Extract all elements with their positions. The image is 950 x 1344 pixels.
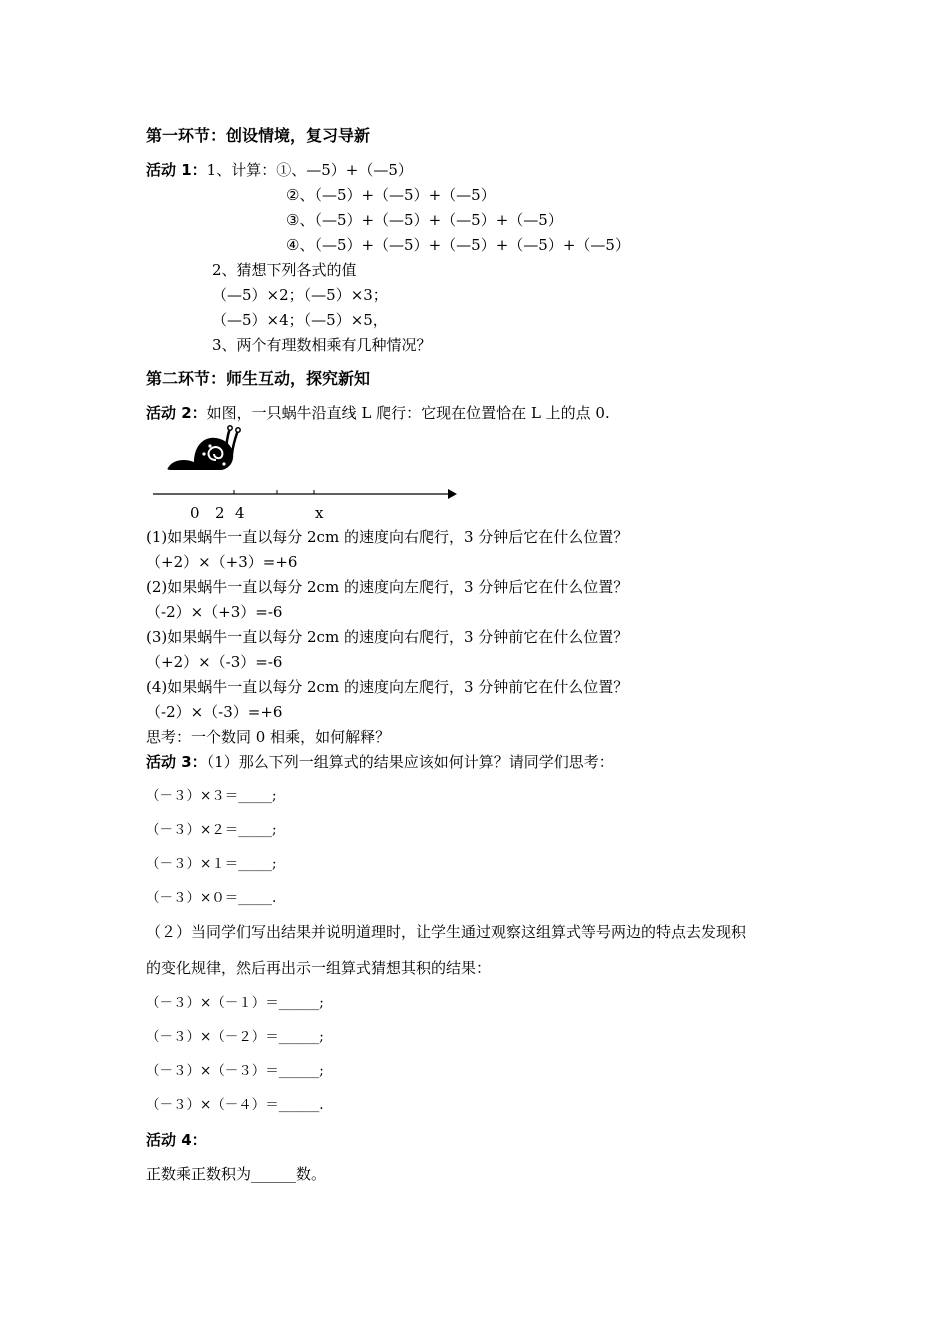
- tick-label-x: x: [315, 504, 324, 522]
- group1-expr-3: （－３）×１＝_____;: [146, 856, 277, 872]
- tick-label-0: 0: [190, 504, 200, 522]
- tick-label-2: 2: [215, 504, 225, 522]
- activity4-text: 正数乘正数积为______数。: [146, 1165, 327, 1183]
- calc-line-4: ④、（—5）+（—5）+（—5）+（—5）+（—5）: [286, 236, 630, 254]
- group2-expr-4: （－３）×（－４）＝______.: [146, 1097, 324, 1113]
- group1-expr-4: （－３）×０＝_____.: [146, 890, 277, 906]
- cases-question: 3、两个有理数相乘有几种情况？: [212, 336, 432, 354]
- group1-expr-1: （－３）×３＝_____;: [146, 788, 277, 804]
- activity2-label: 活动 2：: [146, 404, 207, 422]
- group1-expr-2: （－３）×２＝_____;: [146, 822, 277, 838]
- group2-expr-1: （－３）×（－１）＝______;: [146, 995, 324, 1011]
- calc-line-1: 1、计算：①、—5）+（—5）: [206, 161, 413, 179]
- section1-title: 第一环节：创设情境，复习导新: [146, 126, 371, 145]
- question-3: (3)如果蜗牛一直以每分 2cm 的速度向右爬行，3 分钟前它在什么位置？: [146, 628, 629, 646]
- part2-paragraph-line-2: 的变化规律，然后再出示一组算式猜想其积的结果：: [146, 959, 492, 977]
- tick-label-4: 4: [235, 504, 245, 522]
- answer-3: （+2）×（-3）=-6: [146, 653, 283, 671]
- calc-line-2: ②、（—5）+（—5）+（—5）: [286, 186, 496, 204]
- snail-icon: [164, 424, 244, 474]
- activity3-label: 活动 3：: [146, 753, 207, 771]
- activity4-label: 活动 4：: [146, 1131, 207, 1149]
- answer-2: （-2）×（+3）=-6: [146, 603, 283, 621]
- answer-1: （+2）×（+3）=+6: [146, 553, 298, 571]
- number-line: [152, 486, 462, 502]
- activity1-label: 活动 1：: [146, 161, 207, 179]
- activity2-line: [146, 403, 610, 423]
- question-2: (2)如果蜗牛一直以每分 2cm 的速度向左爬行，3 分钟后它在什么位置？: [146, 578, 629, 596]
- think-question: 思考：一个数同 0 相乘，如何解释？: [146, 728, 391, 746]
- question-4: (4)如果蜗牛一直以每分 2cm 的速度向左爬行，3 分钟前它在什么位置？: [146, 678, 629, 696]
- guess-line-2: （—5）×4；（—5）×5，: [212, 311, 388, 329]
- activity3-intro: （1）那么下列一组算式的结果应该如何计算？请同学们思考：: [206, 753, 614, 771]
- answer-4: （-2）×（-3）=+6: [146, 703, 283, 721]
- group2-expr-2: （－３）×（－２）＝______;: [146, 1029, 324, 1045]
- group2-expr-3: （－３）×（－３）＝______;: [146, 1063, 324, 1079]
- activity3-line: [146, 752, 614, 772]
- activity1-line: [146, 160, 413, 180]
- guess-heading: 2、猜想下列各式的值: [212, 261, 357, 279]
- part2-paragraph-line-1: （２）当同学们写出结果并说明道理时，让学生通过观察这组算式等号两边的特点去发现积: [146, 923, 747, 941]
- calc-line-3: ③、（—5）+（—5）+（—5）+（—5）: [286, 211, 563, 229]
- section2-title: 第二环节：师生互动，探究新知: [146, 369, 371, 388]
- activity2-text: 如图，一只蜗牛沿直线 L 爬行：它现在位置恰在 L 上的点 0.: [206, 404, 610, 422]
- guess-line-1: （—5）×2；（—5）×3；: [212, 286, 388, 304]
- question-1: (1)如果蜗牛一直以每分 2cm 的速度向右爬行，3 分钟后它在什么位置？: [146, 528, 629, 546]
